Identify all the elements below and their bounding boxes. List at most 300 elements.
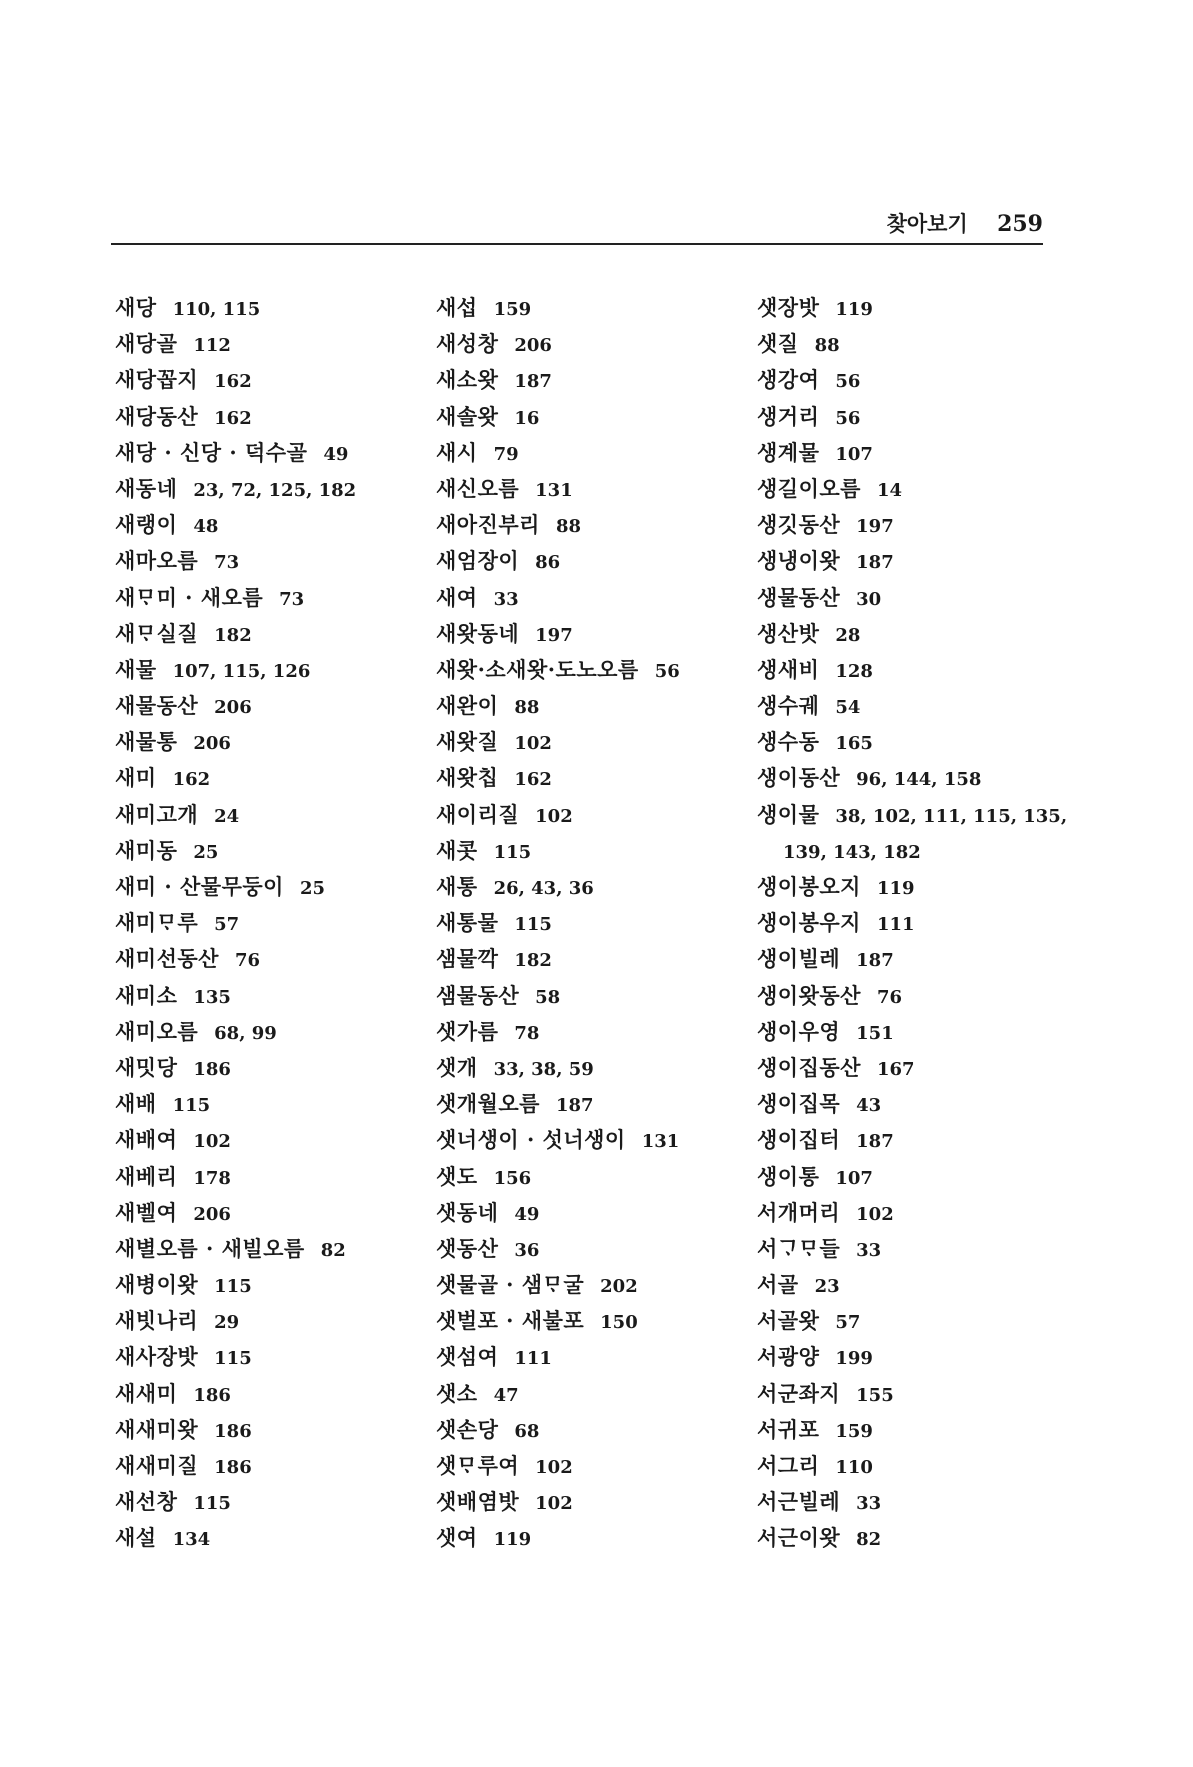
index-entry <box>757 362 1057 398</box>
index-entry <box>115 362 415 398</box>
index-page-refs: 187 <box>856 1131 894 1153</box>
index-page-refs: 162 <box>172 769 211 791</box>
index-page-refs: 49 <box>323 443 349 465</box>
index-page-refs: 199 <box>835 1348 873 1370</box>
index-term: 새빗나리 <box>115 1308 199 1334</box>
header-rule <box>111 243 1043 245</box>
index-page-refs: 135 <box>193 986 231 1008</box>
index-entry <box>115 290 415 326</box>
index-column-3 <box>757 290 1068 1557</box>
index-term: 새성창 <box>436 331 499 357</box>
index-page-refs: 131 <box>535 479 573 501</box>
index-page-refs: 23, 72, 125, 182 <box>193 479 357 501</box>
index-entry <box>436 869 736 905</box>
index-page-refs: 107 <box>835 1167 873 1189</box>
index-page-refs: 115 <box>172 1095 211 1117</box>
index-entry <box>436 905 736 941</box>
index-entry <box>757 1448 1057 1484</box>
index-term: 생이집터 <box>757 1127 841 1153</box>
index-page-refs: 112 <box>193 335 231 357</box>
index-term: 새당 · 신당 · 덕수골 <box>115 439 308 465</box>
index-term: 새미동 <box>115 837 178 863</box>
index-page-refs: 56 <box>654 660 680 682</box>
index-entry <box>436 435 736 471</box>
index-page-refs: 167 <box>876 1058 915 1080</box>
index-entry <box>757 1231 1057 1267</box>
index-page-refs: 68 <box>514 1420 540 1442</box>
index-term: 샛장밧 <box>757 295 820 320</box>
index-page-refs: 96, 144, 158 <box>856 769 982 791</box>
index-entry <box>115 1086 415 1122</box>
index-term: 서귀포 <box>757 1416 820 1442</box>
index-term: 새새미질 <box>115 1453 199 1478</box>
index-page-refs: 186 <box>214 1420 252 1442</box>
index-term: 새선창 <box>115 1489 178 1515</box>
index-entry <box>757 1303 1057 1339</box>
index-term: 새미소 <box>115 982 178 1008</box>
index-page-refs: 115 <box>514 914 552 936</box>
index-term: 생이동산 <box>757 765 841 791</box>
index-entry <box>115 1412 415 1448</box>
index-term: 새미ᄆᆞ루 <box>115 910 199 936</box>
index-entry <box>436 616 736 652</box>
index-term: 샛ᄆᆞ루여 <box>436 1453 520 1478</box>
index-entry <box>757 326 1057 362</box>
index-entry <box>436 507 736 543</box>
index-term: 새이리질 <box>436 801 520 827</box>
index-term: 생이봉우지 <box>757 910 861 936</box>
index-page-refs: 49 <box>514 1203 540 1225</box>
index-page-refs: 28 <box>835 624 861 646</box>
index-term: 생물동산 <box>757 584 841 610</box>
index-term: 새아진부리 <box>436 512 540 538</box>
index-term: 새미 <box>115 765 157 791</box>
index-entry <box>115 580 415 616</box>
index-entry <box>436 1014 736 1050</box>
index-page-refs: 23 <box>814 1276 840 1298</box>
index-term: 샘물동산 <box>436 982 520 1008</box>
index-entry <box>757 507 1057 543</box>
index-entry <box>115 724 415 760</box>
index-entry <box>757 399 1057 435</box>
index-term: 새솔왓 <box>436 403 499 429</box>
index-entry <box>436 399 736 435</box>
index-entry <box>115 1303 415 1339</box>
index-term: 서골 <box>757 1272 799 1298</box>
index-term: 생이통 <box>757 1163 820 1189</box>
index-entry <box>115 869 415 905</box>
index-page-refs: 206 <box>214 697 252 719</box>
index-entry <box>115 1159 415 1195</box>
index-entry <box>436 1231 736 1267</box>
index-entry <box>757 797 1068 833</box>
index-entry <box>757 1050 1057 1086</box>
index-entry <box>436 290 736 326</box>
index-entry <box>115 471 415 507</box>
index-page-refs: 178 <box>193 1167 231 1189</box>
index-entry <box>115 543 415 579</box>
index-entry <box>436 580 736 616</box>
index-page-refs: 111 <box>514 1348 552 1370</box>
index-entry <box>436 1086 736 1122</box>
index-term: 새마오름 <box>115 548 199 574</box>
index-term: 샛여 <box>436 1525 478 1551</box>
index-page-refs: 86 <box>535 552 561 574</box>
index-page-refs: 115 <box>493 841 532 863</box>
index-term: 생수궤 <box>757 693 820 719</box>
index-entry <box>115 760 415 796</box>
index-page-refs: 38, 102, 111, 115, 135, <box>835 805 1068 827</box>
index-term: 샛질 <box>757 331 799 357</box>
index-page-refs: 206 <box>193 733 231 755</box>
index-page-refs: 29 <box>214 1312 240 1334</box>
index-term: 샛배염밧 <box>436 1489 520 1515</box>
index-term: 새통 <box>436 874 478 899</box>
index-page-refs: 102 <box>193 1131 231 1153</box>
index-page-refs: 58 <box>535 986 561 1008</box>
index-entry <box>436 1339 736 1375</box>
index-term: 새신오름 <box>436 475 520 501</box>
index-entry <box>757 760 1057 796</box>
index-term: 서군좌지 <box>757 1380 841 1406</box>
index-entry <box>436 1376 736 1412</box>
index-term: 생이봉오지 <box>757 874 861 899</box>
index-page-refs: 165 <box>835 733 873 755</box>
index-page-refs: 186 <box>193 1058 231 1080</box>
index-entry <box>115 507 415 543</box>
page-number: 259 <box>997 211 1043 237</box>
index-page-refs: 115 <box>193 1493 231 1515</box>
index-entry <box>436 543 736 579</box>
index-term: 샛너생이 · 섯너생이 <box>436 1127 626 1153</box>
index-term: 새배여 <box>115 1127 178 1153</box>
index-entry <box>436 1484 736 1520</box>
index-term: 샛동산 <box>436 1235 499 1261</box>
index-page-refs: 88 <box>514 697 540 719</box>
index-page-refs: 119 <box>876 878 915 899</box>
index-term: 서그리 <box>757 1453 820 1478</box>
index-term: 생새비 <box>757 656 820 682</box>
index-page-refs: 187 <box>856 552 894 574</box>
index-term: 새왓동네 <box>436 620 520 646</box>
index-page-refs: 57 <box>835 1312 861 1334</box>
index-term: 새밋당 <box>115 1054 178 1080</box>
index-entry <box>757 1520 1057 1556</box>
index-entry <box>757 1014 1057 1050</box>
index-term: 새왓질 <box>436 729 499 755</box>
index-term: 생강여 <box>757 367 820 393</box>
index-page-refs: 88 <box>814 335 840 357</box>
index-term: 샛소 <box>436 1380 478 1406</box>
index-entry <box>115 326 415 362</box>
index-term: 새베리 <box>115 1163 178 1189</box>
index-page-refs: 82 <box>320 1239 346 1261</box>
index-page-refs: 107 <box>835 443 873 465</box>
index-page-refs: 111 <box>876 914 915 936</box>
index-term: 새섭 <box>436 295 478 320</box>
index-page-refs: 187 <box>514 371 552 393</box>
index-entry <box>757 1159 1057 1195</box>
index-term: 생이우영 <box>757 1018 841 1044</box>
index-term: 새엄장이 <box>436 548 520 574</box>
index-entry <box>115 978 415 1014</box>
index-page-refs: 57 <box>214 914 240 936</box>
index-page-refs: 33, 38, 59 <box>493 1058 594 1080</box>
index-term: 샛동네 <box>436 1199 499 1225</box>
index-entry <box>115 399 415 435</box>
index-page-refs: 102 <box>856 1203 894 1225</box>
index-entry <box>757 941 1057 977</box>
index-entry <box>115 616 415 652</box>
index-page-refs: 76 <box>876 986 902 1008</box>
index-entry <box>757 471 1057 507</box>
index-page-refs: 115 <box>214 1348 252 1370</box>
index-page-refs: 206 <box>193 1203 231 1225</box>
index-term: 샛도 <box>436 1163 478 1189</box>
index-page-refs: 162 <box>214 407 252 429</box>
index-page-refs: 30 <box>856 588 882 610</box>
index-entry <box>436 688 736 724</box>
index-entry <box>757 543 1057 579</box>
index-term: 샛가름 <box>436 1018 499 1044</box>
index-term: 새왓·소새왓·도노오름 <box>436 656 639 682</box>
index-term: 생이집동산 <box>757 1054 861 1080</box>
index-term: 새물 <box>115 656 157 682</box>
index-entry <box>757 978 1057 1014</box>
index-page-refs: 25 <box>193 841 219 863</box>
index-page-refs: 159 <box>493 299 532 320</box>
index-entry <box>436 1412 736 1448</box>
index-entry <box>115 652 415 688</box>
index-entry <box>757 1086 1057 1122</box>
index-page-refs: 202 <box>600 1276 638 1298</box>
index-page-refs: 25 <box>299 878 325 899</box>
index-entry <box>757 1339 1057 1375</box>
index-entry <box>436 833 736 869</box>
index-page-refs: 36 <box>514 1239 540 1261</box>
index-column-1 <box>115 290 415 1557</box>
index-entry <box>115 1195 415 1231</box>
index-page-refs: 79 <box>493 443 519 465</box>
index-page-refs: 107, 115, 126 <box>172 660 311 682</box>
index-entry <box>757 1122 1057 1158</box>
index-page-refs: 156 <box>493 1167 532 1189</box>
index-term: 새콧 <box>436 837 478 863</box>
index-entry <box>115 1231 415 1267</box>
index-entry <box>757 616 1057 652</box>
index-entry <box>115 1520 415 1556</box>
index-entry <box>436 724 736 760</box>
index-entry <box>436 1050 736 1086</box>
index-term: 새당동산 <box>115 403 199 429</box>
index-term: 새미 · 산물무둥이 <box>115 874 284 899</box>
index-term: 샘물깍 <box>436 946 499 972</box>
index-entry <box>115 1050 415 1086</box>
index-entry <box>757 905 1057 941</box>
index-term: 새완이 <box>436 693 499 719</box>
index-page-refs: 110 <box>835 1457 873 1478</box>
index-page-refs: 102 <box>535 805 573 827</box>
index-page-refs: 197 <box>856 516 894 538</box>
index-term: 샛섬여 <box>436 1344 499 1370</box>
index-page-refs: 119 <box>493 1529 532 1551</box>
index-entry <box>436 471 736 507</box>
index-entry <box>115 688 415 724</box>
index-page-refs: 162 <box>214 371 252 393</box>
index-page-refs: 26, 43, 36 <box>493 878 594 899</box>
index-term: 생산밧 <box>757 620 820 646</box>
index-page-refs: 115 <box>214 1276 252 1298</box>
index-page-refs: 150 <box>600 1312 638 1334</box>
index-term: 생깃동산 <box>757 512 841 538</box>
index-term: 새미오름 <box>115 1018 199 1044</box>
index-entry <box>757 1376 1057 1412</box>
index-term: 샛벌포 · 새불포 <box>436 1308 585 1334</box>
index-term: 새통물 <box>436 910 499 936</box>
index-term: 생이빌레 <box>757 946 841 972</box>
index-page-refs: 134 <box>172 1529 211 1551</box>
index-column-2 <box>436 290 736 1557</box>
index-entry <box>757 688 1057 724</box>
index-term: 새왓칩 <box>436 765 499 791</box>
index-entry <box>115 797 415 833</box>
index-term: 새새미 <box>115 1380 178 1406</box>
index-term: 새ᄆᆞ미 · 새오름 <box>115 584 264 610</box>
index-term: 서골왓 <box>757 1308 820 1334</box>
index-entry <box>757 869 1057 905</box>
index-term: 생이집목 <box>757 1091 841 1117</box>
index-entry <box>115 905 415 941</box>
index-page-refs: 102 <box>514 733 552 755</box>
index-entry <box>757 1484 1057 1520</box>
index-page-refs: 155 <box>856 1384 894 1406</box>
index-term: 새새미왓 <box>115 1416 199 1442</box>
index-entry <box>757 290 1057 326</box>
index-page-refs: 110, 115 <box>172 299 261 320</box>
index-entry <box>436 1195 736 1231</box>
index-term: 서광양 <box>757 1344 820 1370</box>
index-page-refs: 151 <box>856 1022 894 1044</box>
index-entry <box>115 941 415 977</box>
index-term: 서ᄀᆞᄆᆞ들 <box>757 1235 841 1261</box>
index-term: 새벨여 <box>115 1199 178 1225</box>
index-page-refs: 186 <box>193 1384 231 1406</box>
index-page-refs: 54 <box>835 697 861 719</box>
index-page-refs: 48 <box>193 516 219 538</box>
index-entry <box>115 1448 415 1484</box>
index-term: 새미고개 <box>115 801 199 827</box>
index-term: 새당골 <box>115 331 178 357</box>
index-page-refs: 206 <box>514 335 552 357</box>
index-entry <box>115 435 415 471</box>
index-page-refs: 159 <box>835 1420 873 1442</box>
index-term: 샛개 <box>436 1054 478 1080</box>
index-page-refs: 182 <box>214 624 252 646</box>
index-entry <box>115 1267 415 1303</box>
page-header-title: 찾아보기 <box>886 211 968 236</box>
index-term: 샛손당 <box>436 1416 499 1442</box>
index-term: 새물통 <box>115 729 178 755</box>
index-entry <box>115 1014 415 1050</box>
index-entry <box>115 833 415 869</box>
index-page-refs: 119 <box>835 299 873 320</box>
index-entry <box>757 1412 1057 1448</box>
index-entry <box>436 760 736 796</box>
index-entry <box>757 1195 1057 1231</box>
index-page-refs: 33 <box>856 1493 882 1515</box>
index-entry <box>436 941 736 977</box>
index-term: 새동네 <box>115 475 178 501</box>
index-page-refs: 76 <box>234 950 260 972</box>
index-term: 샛물골 · 샘ᄆᆞ굴 <box>436 1272 585 1298</box>
index-page-refs: 82 <box>856 1529 882 1551</box>
index-term: 생이물 <box>757 801 820 827</box>
index-entry <box>115 1376 415 1412</box>
index-entry <box>115 1122 415 1158</box>
index-term: 새당 <box>115 295 157 320</box>
index-page-refs: 14 <box>876 479 902 501</box>
index-entry <box>436 978 736 1014</box>
index-term: 새병이왓 <box>115 1272 199 1298</box>
index-term: 생수동 <box>757 729 820 755</box>
index-entry <box>436 1520 736 1556</box>
index-page-refs: 43 <box>856 1095 882 1117</box>
index-term: 새미선동산 <box>115 946 219 972</box>
index-page-refs: 16 <box>514 407 540 429</box>
index-term: 새ᄆᆞ실질 <box>115 620 199 646</box>
index-entry <box>757 580 1057 616</box>
index-page-refs: 197 <box>535 624 573 646</box>
index-entry <box>115 1339 415 1375</box>
index-page-refs: 131 <box>641 1131 680 1153</box>
index-page-refs: 162 <box>514 769 552 791</box>
index-term: 생냉이왓 <box>757 548 841 574</box>
index-page-refs: 187 <box>856 950 894 972</box>
index-page-refs: 102 <box>535 1493 573 1515</box>
index-entry <box>757 435 1057 471</box>
index-page-refs: 33 <box>493 588 519 610</box>
index-page-refs: 33 <box>856 1239 882 1261</box>
index-term: 생길이오름 <box>757 475 861 501</box>
running-head <box>887 208 1043 238</box>
index-term: 서근빌레 <box>757 1489 841 1515</box>
index-term: 생이왓동산 <box>757 982 861 1008</box>
index-term: 서개머리 <box>757 1199 841 1225</box>
index-page-refs: 73 <box>214 552 240 574</box>
index-term: 서근이왓 <box>757 1525 841 1551</box>
index-page-refs: 73 <box>279 588 305 610</box>
index-term: 새물동산 <box>115 693 199 719</box>
index-page-refs: 186 <box>214 1457 252 1478</box>
index-entry <box>757 724 1057 760</box>
index-entry <box>757 1267 1057 1303</box>
index-page-refs: 187 <box>555 1095 594 1117</box>
index-term: 새사장밧 <box>115 1344 199 1370</box>
index-term: 샛개월오름 <box>436 1091 540 1117</box>
index-page-refs: 88 <box>555 516 581 538</box>
index-entry <box>436 362 736 398</box>
index-page-refs: 78 <box>514 1022 540 1044</box>
index-page-refs: 56 <box>835 371 861 393</box>
index-entry <box>436 1448 736 1484</box>
index-entry <box>436 652 736 688</box>
index-page-refs: 24 <box>214 805 240 827</box>
index-term: 새별오름 · 새빌오름 <box>115 1235 305 1261</box>
index-page-refs: 68, 99 <box>214 1022 277 1044</box>
index-page-refs: 128 <box>835 660 873 682</box>
index-term: 새설 <box>115 1525 157 1551</box>
index-term: 생계물 <box>757 439 820 465</box>
